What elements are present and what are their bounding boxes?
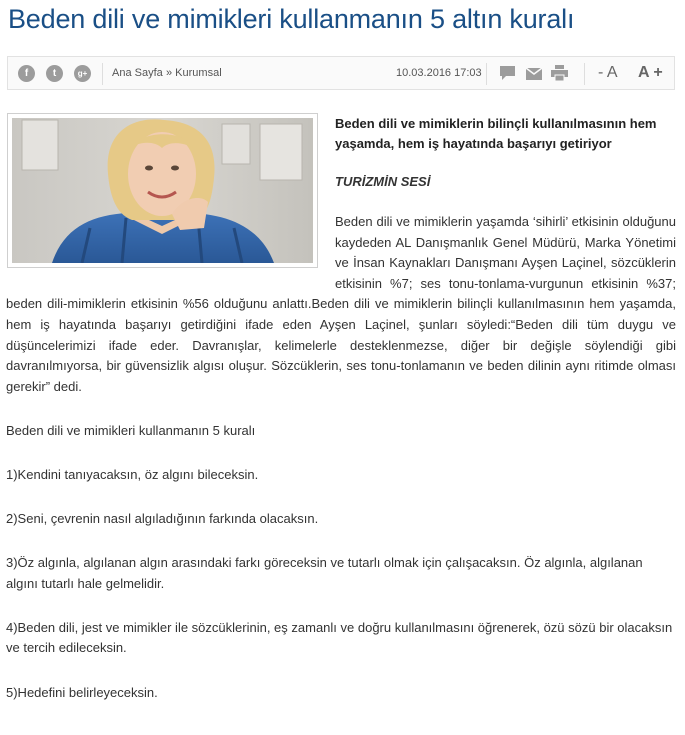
breadcrumb-home[interactable]: Ana Sayfa [112, 67, 163, 79]
rule-item: 3)Öz algınla, algılanan algın arasındaki farkı göreceksin ve tutarlı olmak için çalışacaksın. Öz algınla, algılanan algını tutarlı hale gelmelidir. [6, 555, 643, 591]
rule-item: 2)Seni, çevrenin nasıl algıladığının farkında olacaksın. [6, 511, 319, 527]
twitter-icon[interactable]: t [46, 65, 63, 82]
rule-item: 4)Beden dili, jest ve mimikler ile sözcüklerinin, eş zamanlı ve doğru kullanılmasını öğrenerek, özü sözü bir olacaksın ve tercih edileceksin. [6, 619, 673, 656]
breadcrumb-category[interactable]: » Kurumsal [166, 67, 222, 79]
print-icon[interactable] [551, 65, 568, 86]
intro-paragraph: Beden dili ve mimiklerin yaşamda ‘sihirli’ etkisinin olduğunu kaydeden AL Danışmanlık Genel Müdürü, Marka Yönetimi ve İnsan Kaynakları Danışmanı Ayşen Laçinel, sözcüklerin etkisinin %7; ses tonu-tonlama-vurgunun etkisinin %37; beden dili-mimiklerin etkisinin %56 olduğunu anlattı.Beden dili ve mimiklerin bilinçli kullanılmasının hem yaşamda, hem iş hayatında başarıyı getirdiğini ifade eden Ayşen Laçinel, şunları söyledi:“Beden dili tüm duygu ve düşüncelerimizi ifade eder. Davranışlar, kelimelerle desteklenmezse, diğer bir değişle söylendiği gibi davranılmıyorsa, bir güvensizlik algısı oluşur. Sözcüklerin, ses tonu-tonlamanın ve beden dilinin aynı ritimde olması gerekir” dedi. [6, 214, 676, 394]
font-decrease-button[interactable]: - A [598, 64, 618, 81]
divider [486, 63, 487, 85]
rule-item: 1)Kendini tanıyacaksın, öz algını bileceksin. [6, 466, 259, 482]
divider [584, 63, 585, 85]
publish-date: 10.03.2016 17:03 [396, 67, 482, 79]
divider [102, 63, 103, 85]
photo-float-spacer [6, 212, 335, 294]
rules-heading: Beden dili ve mimikleri kullanmanın 5 kuralı [6, 422, 256, 438]
article-title: Beden dili ve mimikleri kullanmanın 5 altın kuralı [8, 4, 575, 34]
google-plus-icon[interactable]: g+ [74, 65, 91, 82]
mail-icon[interactable] [526, 67, 542, 85]
article-lead: Beden dili ve mimiklerin bilinçli kullanılmasının hem yaşamda, hem iş hayatında başarıyı getiriyor [335, 116, 657, 151]
facebook-icon[interactable]: f [18, 65, 35, 82]
article-toolbar [7, 56, 675, 90]
rule-item: 5)Hedefini belirleyeceksin. [6, 684, 158, 700]
article-source: TURİZMİN SESİ [335, 174, 431, 189]
font-increase-button[interactable]: A + [638, 64, 663, 81]
article-body [6, 212, 676, 703]
comment-icon[interactable] [499, 65, 516, 86]
